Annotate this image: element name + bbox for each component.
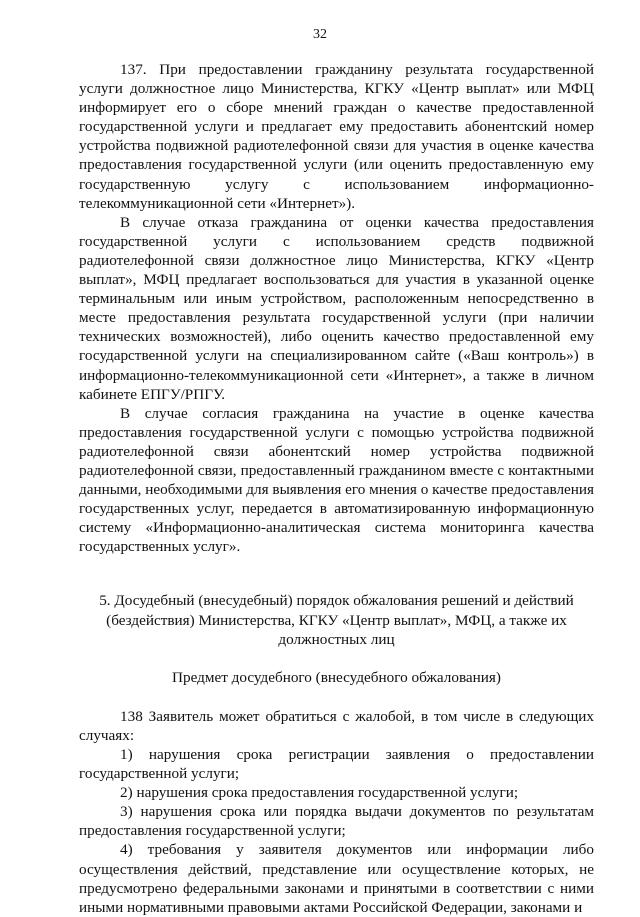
page-number: 32	[313, 27, 327, 42]
paragraph-138: 138 Заявитель может обратиться с жалобой, в том числе в следующих случаях:	[79, 707, 594, 744]
list-item-4: 4) требования у заявителя документов или информации либо осуществления действий, представление или осуществление которых, не предусмотрено федеральными законами и принятыми в соответствии с ними иными нормативными правовыми актами Российской Федерации, законами и	[79, 841, 594, 916]
paragraph-consent-case: В случае согласия гражданина на участие в оценке качества предоставления государственной услуги с помощью устройства подвижной радиотелефонной связи абонентский номер устройства подвижной радиотелефонной связи, предоставленный гражданином вместе с контактными данными, необходимыми для выявления его мнения о качестве предоставления государственных услуг, передается в автоматизированную информационную систему «Информационно-аналитическая система мониторинга качества государственных услуг».	[79, 404, 594, 556]
section-title	[79, 591, 594, 648]
paragraph-refusal-case: В случае отказа гражданина от оценки качества предоставления государственной услуги с использованием средств подвижной радиотелефонной связи должностное лицо Министерства, КГКУ «Центр выплат», МФЦ предлагает воспользоваться для участия в указанной оценке терминальным или иным устройством, расположенным непосредственно в месте предоставления результата государственной услуги (при наличии технических возможностей), либо оценить качество предоставленной ему государственной услуги на специализированном сайте («Ваш контроль») в информационно-телекоммуникационной сети «Интернет», а также в личном кабинете ЕПГУ/РПГУ.	[79, 213, 594, 403]
paragraph-137: 137. При предоставлении гражданину результата государственной услуги должностное лицо Министерства, КГКУ «Центр выплат» или МФЦ информирует его о сборе мнений граждан о качестве предоставленной государственной услуги и предлагает ему предоставить абонентский номер устройства подвижной радиотелефонной связи для участия в оценке качества предоставления государственной услуги (или оценить предоставленную ему государственную услугу с использованием информационно-телекоммуникационной сети «Интернет»).	[79, 61, 594, 212]
section-title-line: должностных лиц	[278, 630, 395, 648]
subsection-title: Предмет досудебного (внесудебного обжалования)	[172, 668, 501, 686]
section-title-line: 5. Досудебный (внесудебный) порядок обжалования решений и действий	[99, 592, 574, 610]
document-body	[79, 60, 594, 917]
list-item-1: 1) нарушения срока регистрации заявления о предоставлении государственной услуги;	[79, 746, 594, 783]
section-title-line: (бездействия) Министерства, КГКУ «Центр выплат», МФЦ, а также их	[106, 611, 567, 629]
list-item-3: 3) нарушения срока или порядка выдачи документов по результатам предоставления государственной услуги;	[79, 803, 594, 840]
list-item-2: 2) нарушения срока предоставления государственной услуги;	[120, 784, 519, 802]
